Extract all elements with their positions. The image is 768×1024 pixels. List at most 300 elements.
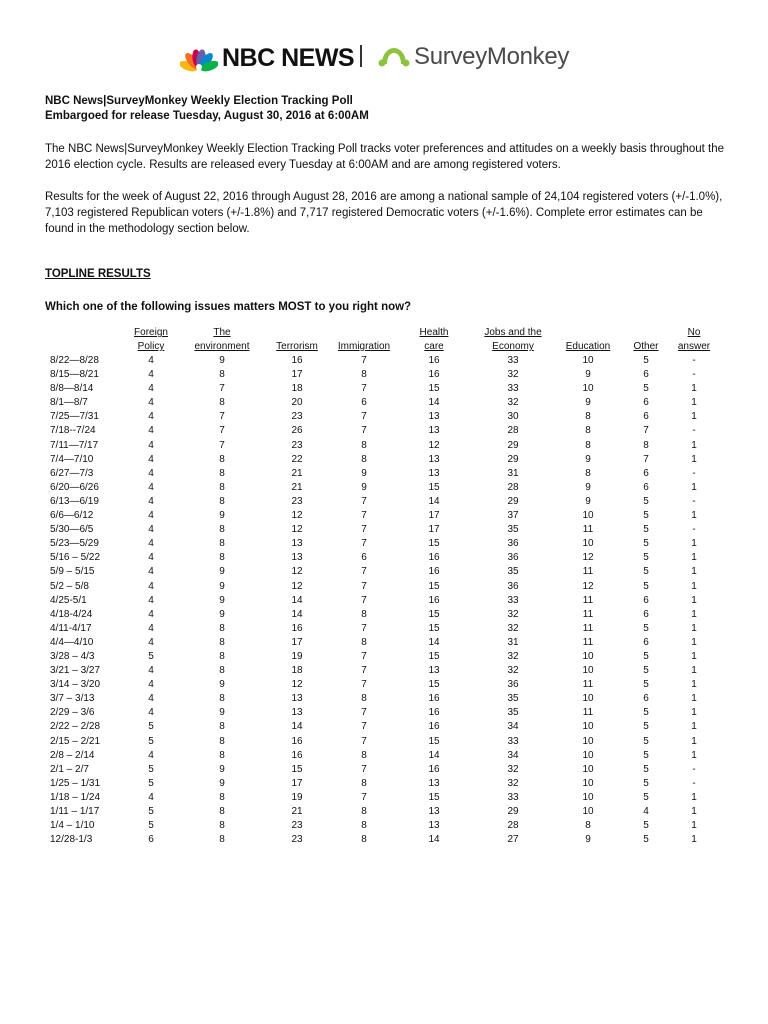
value-cell: 32 [507,608,519,620]
table-row [44,735,716,749]
value-cell: 1 [691,481,697,493]
table-row [44,833,716,847]
value-cell: 4 [148,594,154,606]
value-cell: 36 [507,538,519,550]
table-row [44,749,716,763]
value-cell: 1 [691,749,697,761]
week-cell: 2/8 – 2/14 [50,749,95,761]
value-cell: 35 [507,566,519,578]
week-cell: 8/1—8/7 [50,397,88,409]
column-header [470,326,556,354]
week-cell: 7/18--7/24 [50,425,96,437]
table-row [44,791,716,805]
value-cell: 5 [148,777,154,789]
nbc-peacock-icon [180,46,218,72]
value-cell: 1 [691,665,697,677]
column-header-line: answer [677,341,711,352]
value-cell: 11 [582,524,594,536]
value-cell: 31 [507,467,519,479]
value-cell: 10 [582,721,594,733]
value-cell: 14 [291,721,303,733]
value-cell: 8 [219,552,225,564]
value-cell: 10 [582,763,594,775]
value-cell: 15 [428,679,440,691]
table-row [44,410,716,424]
week-cell: 8/22—8/28 [50,355,99,366]
table-row [44,467,716,481]
value-cell: 8 [219,791,225,803]
value-cell: 10 [582,806,594,817]
value-cell: 8 [219,693,225,705]
week-cell: 6/27—7/3 [50,467,94,479]
value-cell: 7 [219,425,225,437]
value-cell: 23 [291,834,303,846]
value-cell: 7 [361,735,367,747]
value-cell: 5 [148,735,154,747]
value-cell: 1 [691,735,697,747]
column-header [180,326,264,354]
value-cell: 11 [582,566,594,578]
value-cell: 7 [219,411,225,423]
logo-divider [360,45,362,67]
value-cell: 14 [291,594,303,606]
value-cell: 1 [691,510,697,522]
value-cell: 16 [291,622,303,634]
value-cell: 15 [428,538,440,550]
value-cell: 4 [148,679,154,691]
value-cell: 1 [691,707,697,719]
value-cell: 5 [643,495,649,507]
value-cell: 16 [428,566,440,578]
column-header-line: Health [419,327,449,338]
value-cell: 15 [291,763,303,775]
value-cell: 8 [361,439,367,451]
surveymonkey-icon [378,44,410,70]
value-cell: 5 [643,707,649,719]
value-cell: 7 [361,707,367,719]
value-cell: 8 [219,665,225,677]
value-cell: 8 [361,453,367,465]
value-cell: 15 [428,383,440,395]
value-cell: 10 [582,777,594,789]
value-cell: 22 [291,453,303,465]
value-cell: 16 [428,693,440,705]
value-cell: 23 [291,495,303,507]
value-cell: 13 [291,552,303,564]
value-cell: 4 [148,355,154,366]
value-cell: 8 [361,749,367,761]
week-cell: 7/4—7/10 [50,453,94,465]
value-cell: 13 [428,777,440,789]
value-cell: 32 [507,397,519,409]
value-cell: 10 [582,383,594,395]
table-row [44,551,716,565]
value-cell: 1 [691,622,697,634]
value-cell: 32 [507,650,519,662]
table-row [44,396,716,410]
value-cell: 5 [643,355,649,366]
value-cell: 8 [219,650,225,662]
value-cell: 8 [361,834,367,846]
value-cell: - [692,763,696,775]
value-cell: 1 [691,650,697,662]
value-cell: 1 [691,566,697,578]
value-cell: 21 [291,806,303,817]
value-cell: - [692,467,696,479]
value-cell: 5 [643,650,649,662]
value-cell: 6 [643,397,649,409]
value-cell: 8 [361,636,367,648]
value-cell: 15 [428,580,440,592]
value-cell: 9 [361,481,367,493]
value-cell: 5 [643,820,649,832]
value-cell: 7 [361,510,367,522]
table-row [44,777,716,791]
value-cell: 7 [361,594,367,606]
value-cell: 4 [148,707,154,719]
logo-bar [0,40,768,76]
value-cell: 4 [148,481,154,493]
value-cell: 5 [148,763,154,775]
value-cell: 17 [291,369,303,381]
value-cell: 37 [507,510,519,522]
week-cell: 8/8—8/14 [50,383,94,395]
value-cell: 8 [219,820,225,832]
value-cell: 4 [148,510,154,522]
value-cell: 5 [643,510,649,522]
value-cell: 28 [507,820,519,832]
column-header [330,326,398,354]
table-row [44,439,716,453]
value-cell: 8 [219,397,225,409]
value-cell: 16 [428,355,440,366]
column-header-line: Education [565,341,611,352]
value-cell: 4 [148,538,154,550]
column-header [556,326,620,354]
value-cell: 12 [291,510,303,522]
value-cell: 13 [428,820,440,832]
value-cell: 7 [643,425,649,437]
table-row [44,453,716,467]
column-header-line: Economy [492,341,534,352]
value-cell: 15 [428,608,440,620]
value-cell: 9 [361,467,367,479]
week-cell: 4/11-4/17 [50,622,92,634]
value-cell: 9 [585,369,591,381]
value-cell: 11 [582,707,594,719]
value-cell: 8 [219,749,225,761]
value-cell: 4 [148,636,154,648]
value-cell: 19 [291,791,303,803]
question-text: Which one of the following issues matters MOST to you right now? [45,301,412,313]
column-header-line: The [213,327,231,338]
week-cell: 5/16 – 5/22 [50,552,101,564]
value-cell: 5 [643,538,649,550]
value-cell: 18 [291,383,303,395]
value-cell: 16 [291,355,303,366]
value-cell: 7 [361,580,367,592]
value-cell: 7 [219,383,225,395]
value-cell: 6 [361,552,367,564]
value-cell: 6 [643,636,649,648]
value-cell: 1 [691,791,697,803]
value-cell: 15 [428,481,440,493]
column-header-line: care [424,341,444,352]
table-row [44,424,716,438]
week-cell: 7/11—7/17 [50,439,99,451]
value-cell: 4 [643,806,649,817]
value-cell: 36 [507,580,519,592]
value-cell: 5 [643,622,649,634]
value-cell: 5 [148,650,154,662]
value-cell: 34 [507,749,519,761]
column-header-line: Policy [137,341,165,352]
value-cell: 9 [219,580,225,592]
value-cell: 7 [361,538,367,550]
value-cell: 5 [643,749,649,761]
value-cell: 5 [643,580,649,592]
value-cell: 16 [428,763,440,775]
value-cell: 32 [507,665,519,677]
value-cell: 36 [507,552,519,564]
value-cell: 7 [361,679,367,691]
value-cell: 7 [361,383,367,395]
table-row [44,495,716,509]
value-cell: 1 [691,806,697,817]
value-cell: 12 [291,524,303,536]
value-cell: 7 [361,622,367,634]
value-cell: 10 [582,650,594,662]
value-cell: 5 [148,806,154,817]
value-cell: 29 [507,806,519,817]
table-row [44,763,716,777]
value-cell: 10 [582,735,594,747]
week-cell: 3/7 – 3/13 [50,693,95,705]
document-header [45,94,369,124]
week-cell: 12/28-1/3 [50,834,93,846]
value-cell: 7 [361,425,367,437]
week-cell: 4/25-5/1 [50,594,87,606]
value-cell: 6 [148,834,154,846]
value-cell: 9 [219,763,225,775]
value-cell: 20 [291,397,303,409]
value-cell: 13 [291,538,303,550]
value-cell: 32 [507,369,519,381]
week-cell: 4/18-4/24 [50,608,93,620]
table-row [44,537,716,551]
value-cell: 8 [361,777,367,789]
value-cell: 8 [219,524,225,536]
table-row [44,636,716,650]
week-cell: 1/25 – 1/31 [50,777,101,789]
value-cell: 8 [585,467,591,479]
value-cell: 5 [643,665,649,677]
column-header-line: Jobs and the [484,327,542,338]
value-cell: 9 [585,495,591,507]
value-cell: 8 [219,453,225,465]
value-cell: 10 [582,355,594,366]
value-cell: 5 [643,834,649,846]
value-cell: 33 [507,355,519,366]
table-row [44,664,716,678]
section-title: TOPLINE RESULTS [45,268,151,280]
value-cell: 7 [219,439,225,451]
value-cell: 5 [643,791,649,803]
value-cell: 9 [219,594,225,606]
value-cell: 12 [291,566,303,578]
table-row [44,805,716,819]
value-cell: 4 [148,411,154,423]
value-cell: 15 [428,791,440,803]
value-cell: 6 [643,608,649,620]
column-header-line: No [687,327,701,338]
value-cell: 4 [148,425,154,437]
value-cell: 8 [585,425,591,437]
value-cell: 5 [643,735,649,747]
value-cell: 5 [643,679,649,691]
value-cell: 16 [291,735,303,747]
nbc-news-logo-text: NBC NEWS [222,44,355,72]
value-cell: 1 [691,721,697,733]
table-row [44,523,716,537]
value-cell: 1 [691,820,697,832]
intro-paragraph-2: Results for the week of August 22, 2016 through August 28, 2016 are among a national sample of 24,104 registered voters (+/-1.0%), 7,103 registered Republican voters (+/-1.8%) and 7,717 registered Democratic voters (+/-1.6%). Complete error estimates can be found in the methodology section below. [45,191,723,235]
value-cell: 5 [643,552,649,564]
nbc-news-logo [180,44,354,73]
value-cell: 8 [585,820,591,832]
value-cell: 9 [219,777,225,789]
value-cell: 16 [428,594,440,606]
value-cell: 8 [219,622,225,634]
column-header [672,326,716,354]
value-cell: 4 [148,749,154,761]
poll-title: NBC News|SurveyMonkey Weekly Election Tracking Poll [45,95,353,107]
value-cell: 14 [291,608,303,620]
value-cell: 9 [585,453,591,465]
value-cell: 5 [643,383,649,395]
value-cell: - [692,355,696,366]
value-cell: 8 [219,806,225,817]
value-cell: 17 [291,777,303,789]
value-cell: 23 [291,411,303,423]
column-header-line: Foreign [134,327,168,338]
value-cell: 8 [219,735,225,747]
value-cell: 29 [507,495,519,507]
value-cell: 33 [507,383,519,395]
value-cell: 8 [361,369,367,381]
value-cell: 17 [428,524,440,536]
value-cell: 7 [361,355,367,366]
week-cell: 2/1 – 2/7 [50,763,89,775]
week-cell: 3/21 – 3/27 [50,665,101,677]
value-cell: 8 [361,608,367,620]
value-cell: 11 [582,608,594,620]
header-week [44,326,122,354]
value-cell: 21 [291,481,303,493]
value-cell: 34 [507,721,519,733]
value-cell: 11 [582,679,594,691]
value-cell: 8 [219,467,225,479]
value-cell: 1 [691,693,697,705]
table-row [44,368,716,382]
value-cell: 17 [428,510,440,522]
value-cell: 1 [691,411,697,423]
value-cell: 1 [691,538,697,550]
value-cell: 8 [219,538,225,550]
value-cell: 9 [219,608,225,620]
week-cell: 6/20—6/26 [50,481,99,493]
value-cell: 16 [428,721,440,733]
value-cell: 15 [428,622,440,634]
value-cell: 7 [361,650,367,662]
value-cell: 8 [219,834,225,846]
value-cell: 4 [148,566,154,578]
table-row [44,819,716,833]
value-cell: 13 [291,707,303,719]
value-cell: 8 [361,806,367,817]
value-cell: 10 [582,538,594,550]
column-header-line: environment [194,341,250,352]
value-cell: 1 [691,636,697,648]
peacock-body [196,64,202,70]
week-cell: 2/29 – 3/6 [50,707,95,719]
week-cell: 5/23—5/29 [50,538,99,550]
value-cell: - [692,425,696,437]
value-cell: 1 [691,679,697,691]
table-row [44,678,716,692]
value-cell: 6 [361,397,367,409]
surveymonkey-logo [378,43,569,71]
value-cell: 23 [291,439,303,451]
value-cell: 7 [361,411,367,423]
value-cell: 12 [291,580,303,592]
week-cell: 3/28 – 4/3 [50,650,95,662]
value-cell: 16 [428,707,440,719]
value-cell: 35 [507,524,519,536]
value-cell: 9 [219,707,225,719]
value-cell: 5 [148,820,154,832]
value-cell: 9 [585,397,591,409]
value-cell: 11 [582,622,594,634]
week-cell: 8/15—8/21 [50,369,99,381]
value-cell: 4 [148,693,154,705]
value-cell: 1 [691,608,697,620]
table-row [44,720,716,734]
column-header [620,326,672,354]
week-cell: 2/22 – 2/28 [50,721,101,733]
value-cell: 13 [428,467,440,479]
value-cell: 15 [428,735,440,747]
week-cell: 6/6—6/12 [50,510,94,522]
value-cell: 5 [643,763,649,775]
value-cell: 4 [148,439,154,451]
value-cell: 1 [691,580,697,592]
value-cell: 29 [507,453,519,465]
value-cell: 8 [219,721,225,733]
value-cell: 10 [582,693,594,705]
value-cell: 33 [507,735,519,747]
value-cell: 7 [361,665,367,677]
value-cell: 33 [507,791,519,803]
value-cell: 12 [428,439,440,451]
value-cell: 1 [691,439,697,451]
table-row [44,382,716,396]
week-cell: 3/14 – 3/20 [50,679,101,691]
value-cell: 13 [428,806,440,817]
week-cell: 5/9 – 5/15 [50,566,95,578]
value-cell: 6 [643,369,649,381]
value-cell: 21 [291,467,303,479]
